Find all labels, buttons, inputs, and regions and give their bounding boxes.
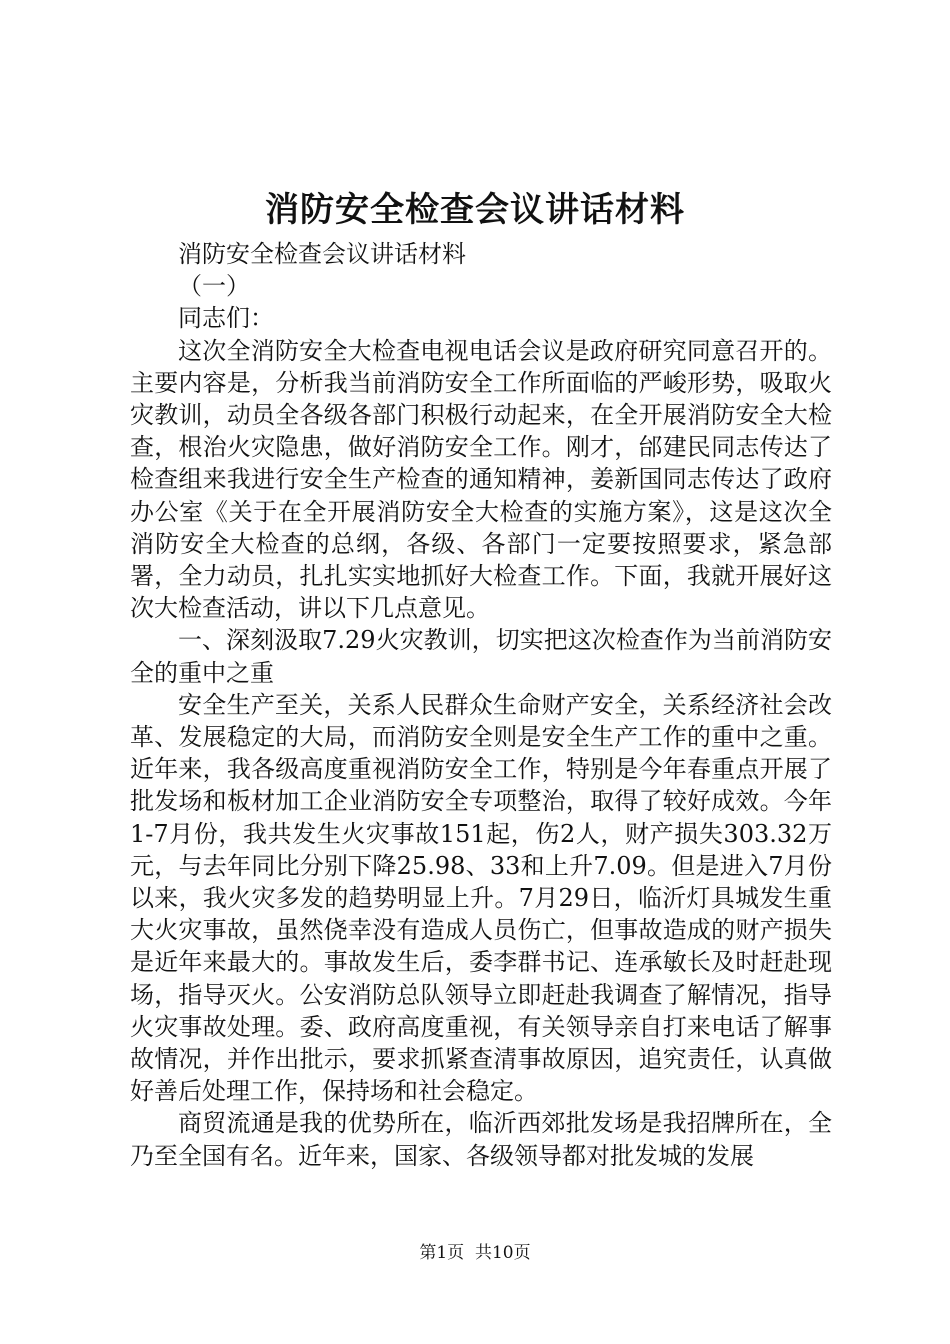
document-body [130,238,832,1172]
paragraph-commerce: 商贸流通是我的优势所在，临沂西郊批发场是我招牌所在，全乃至全国有名。近年来，国家、各级领导都对批发城的发展 [130,1109,832,1170]
page-footer [0,1241,950,1265]
document-title: 消防安全检查会议讲话材料 [265,190,685,230]
paragraph-heading-one: 一、深刻汲取7.29火灾教训，切实把这次检查作为当前消防安全的重中之重 [130,626,832,687]
paragraph-subtitle: 消防安全检查会议讲话材料 [178,240,466,268]
paragraph-section-number: （一） [178,272,250,301]
paragraph-safety: 安全生产至关，关系人民群众生命财产安全，关系经济社会改革、发展稳定的大局，而消防安全则是安全生产工作的重中之重。近年来，我各级高度重视消防安全工作，特别是今年春重点开展了批发场和板材加工企业消防安全专项整治，取得了较好成效。今年1-7月份，我共发生火灾事故151起，伤2人，财产损失303.32万元，与去年同比分别下降25.98、33和上升7.09。但是进入7月份以来，我火灾多发的趋势明显上升。7月29日，临沂灯具城发生重大火灾事故，虽然侥幸没有造成人员伤亡，但事故造成的财产损失是近年来最大的。事故发生后，委李群书记、连承敏长及时赶赴现场，指导灭火。公安消防总队领导立即赶赴我调查了解情况，指导火灾事故处理。委、政府高度重视，有关领导亲自打来电话了解事故情况，并作出批示，要求抓紧查清事故原因，追究责任，认真做好善后处理工作，保持场和社会稳定。 [130,690,832,1106]
paragraph-salutation: 同志们： [178,304,274,333]
paragraph-intro: 这次全消防安全大检查电视电话会议是政府研究同意召开的。主要内容是，分析我当前消防安全工作所面临的严峻形势，吸取火灾教训，动员全各级各部门积极行动起来，在全开展消防安全大检查，根治火灾隐患，做好消防安全工作。刚才，邰建民同志传达了检查组来我进行安全生产检查的通知精神，姜新国同志传达了政府办公室《关于在全开展消防安全大检查的实施方案》，这是这次全消防安全大检查的总纲，各级、各部门一定要按照要求，紧急部署，全力动员，扎扎实实地抓好大检查工作。下面，我就开展好这次大检查活动，讲以下几点意见。 [130,336,832,623]
page-number-label: 第1页 共10页 [419,1243,531,1263]
